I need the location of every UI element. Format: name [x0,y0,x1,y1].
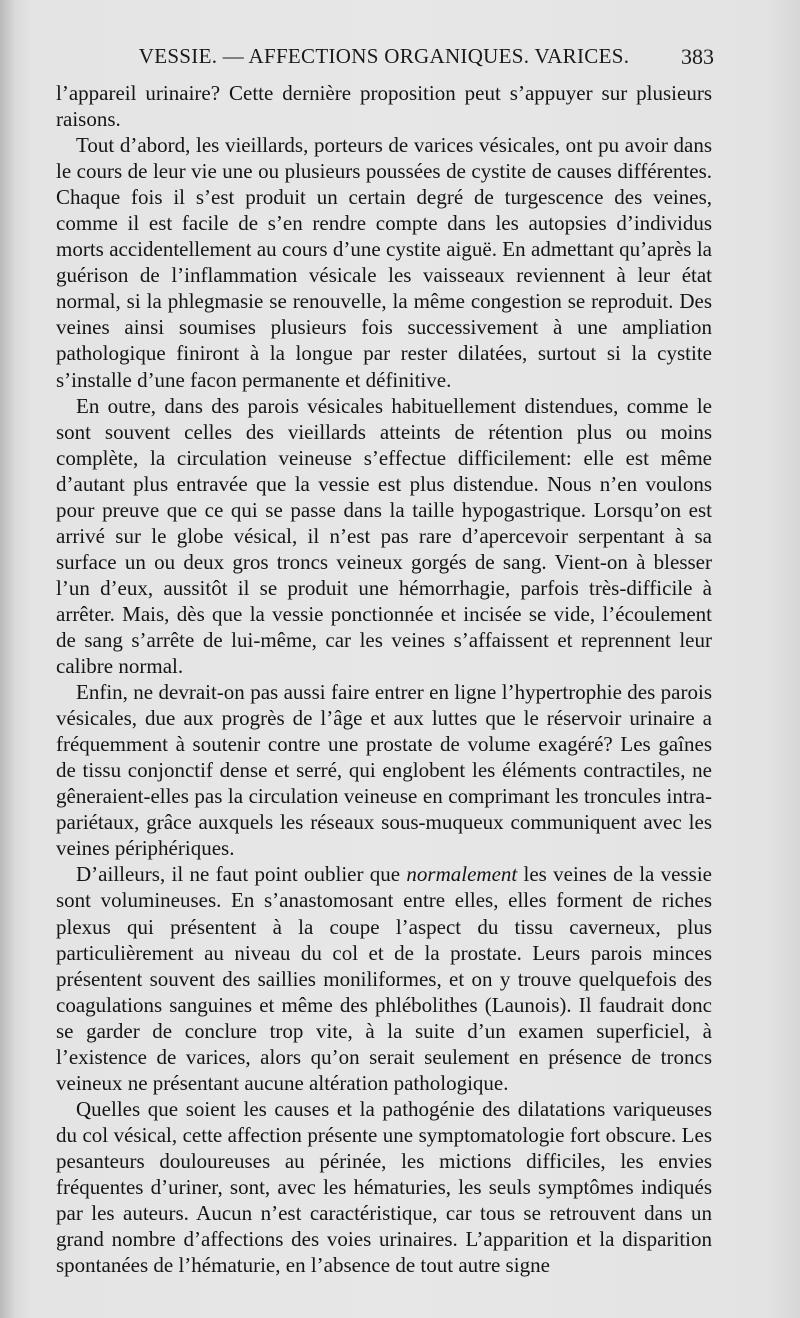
paragraph-5 [56,861,712,1095]
running-title: VESSIE. — AFFECTIONS ORGANIQUES. VARICES. [138,44,630,68]
paragraph-4: Enfin, ne devrait-on pas aussi faire entrer en ligne l’hypertrophie des parois vésicales, due aux progrès de l’âge et aux luttes que le réservoir urinaire a fréquemment à soutenir contre une prostate de volume exagéré? Les gaînes de tissu conjonctif dense et serré, qui englobent les éléments contractiles, ne gêneraient-elles pas la circulation veineuse en comprimant les troncules intra-pariétaux, grâce auxquels les réseaux sous-muqueux communiquent avec les veines périphériques. [56,680,712,861]
page-binding-shadow [0,0,16,1318]
emphasized-word: normalement [406,862,518,887]
paragraph-3: En outre, dans des parois vésicales habituellement distendues, comme le sont souvent celles des vieillards atteints de rétention plus ou moins complète, la circulation veineuse s’effectue difficilement: elle est même d’autant plus entravée que la vessie est plus distendue. Nous n’en voulons pour preuve que ce qui se passe dans la taille hypogastrique. Lorsqu’on est arrivé sur le globe vésical, il n’est pas rare d’apercevoir serpentant à sa surface un ou deux gros troncs veineux gorgés de sang. Vient-on à blesser l’un d’eux, aussitôt il se produit une hémorrhagie, parfois très-difficile à arrêter. Mais, dès que la vessie ponctionnée et incisée se vide, l’écoulement de sang s’arrête de lui-même, car les veines s’affaissent et reprennent leur calibre normal. [56,393,712,679]
paragraph-6: Quelles que soient les causes et la pathogénie des dilatations variqueuses du col vésical, cette affection présente une symptomatologie fort obscure. Les pesanteurs douloureuses au périnée, les mictions difficiles, les envies fréquentes d’uriner, sont, avec les hématuries, les seuls symptômes indiqués par les auteurs. Aucun n’est caractéristique, car tous se retrouvent dans un grand nombre d’affections des voies urinaires. L’apparition et la disparition spontanées de l’hématurie, en l’absence de tout autre signe [56,1096,712,1278]
page-number: 383 [681,44,714,69]
paragraph-2: Tout d’abord, les vieillards, porteurs de varices vésicales, ont pu avoir dans le cours de leur vie une ou plusieurs poussées de cystite de causes différentes. Chaque fois il s’est produit un certain degré de turgescence des veines, comme il est facile de s’en rendre compte dans les autopsies d’individus morts accidentellement au cours d’une cystite aiguë. En admettant qu’après la guérison de l’inflammation vésicale les vaisseaux reviennent à leur état normal, si la phlegmasie se renouvelle, la même congestion se reproduit. Des veines ainsi soumises plusieurs fois successivement à une ampliation pathologique finiront à la longue par rester dilatées, surtout si la cystite s’installe d’une facon permanente et définitive. [56,133,712,392]
paragraph-1: l’appareil urinaire? Cette dernière proposition peut s’appuyer sur plusieurs raisons. [56,81,712,132]
running-header [56,44,712,78]
body-text [56,80,712,1278]
paragraph-5-text-before: D’ailleurs, il ne faut point oublier que [76,862,407,887]
paragraph-5-text-after: les veines de la vessie sont volumineuses. En s’anastomosant entre elles, elles forment de riches plexus qui présentent à la coupe l’aspect du tissu caverneux, plus particulièrement au niveau du col et de la prostate. Leurs parois minces présentent souvent des saillies moniliformes, et on y trouve quelquefois des coagulations sanguines et même des phlébolithes (Launois). Il faudrait donc se garder de conclure trop vite, à la suite d’un examen superficiel, à l’existence de varices, alors qu’on serait seulement en présence de troncs veineux ne présentant aucune altération pathologique. [56,862,712,1095]
